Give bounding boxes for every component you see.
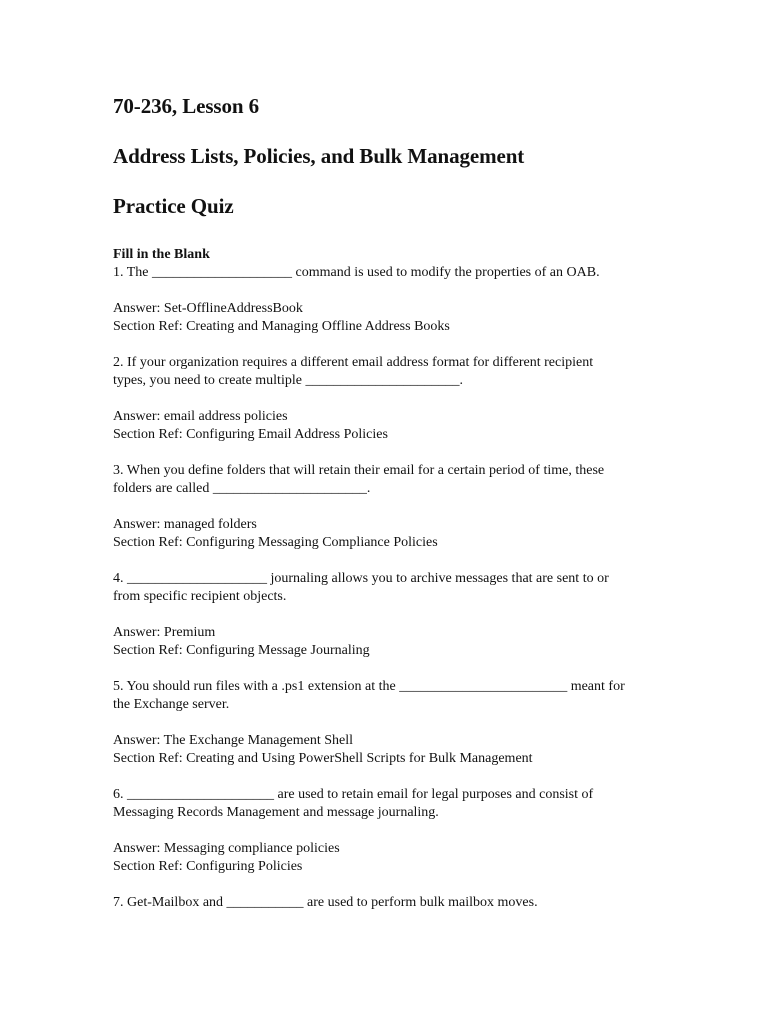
document-page [113,92,658,912]
question-1 [113,264,658,354]
answer-text: Answer: The Exchange Management Shell [113,733,354,748]
question-4 [113,570,658,678]
section-ref: Section Ref: Configuring Messaging Compliance Policies [113,535,438,550]
section-ref: Section Ref: Creating and Using PowerShell Scripts for Bulk Management [113,751,533,766]
question-text: 5. You should run files with a .ps1 extension at the ________________________ meant for [113,679,625,694]
answer-text: Answer: Messaging compliance policies [113,841,340,856]
question-7 [113,894,658,912]
answer-text: Answer: email address policies [113,409,288,424]
question-5 [113,678,658,786]
answer-text: Answer: Premium [113,625,216,640]
section-heading: Fill in the Blank [113,247,210,262]
question-text-cont: Messaging Records Management and message journaling. [113,805,439,820]
question-text-cont: from specific recipient objects. [113,589,287,604]
question-text: 4. ____________________ journaling allows you to archive messages that are sent to or [113,571,609,586]
quiz-title: Practice Quiz [113,194,234,218]
section-ref: Section Ref: Configuring Email Address Policies [113,427,388,442]
section-ref: Section Ref: Configuring Policies [113,859,303,874]
question-6 [113,786,658,894]
question-3 [113,462,658,570]
section-ref: Section Ref: Configuring Message Journaling [113,643,370,658]
section-ref: Section Ref: Creating and Managing Offline Address Books [113,319,450,334]
question-text-cont: the Exchange server. [113,697,230,712]
question-text: 1. The ____________________ command is used to modify the properties of an OAB. [113,265,600,280]
question-text-cont: folders are called ______________________. [113,481,371,496]
question-text-cont: types, you need to create multiple ______________________. [113,373,463,388]
topic-title: Address Lists, Policies, and Bulk Management [113,144,525,168]
question-text: 2. If your organization requires a different email address format for different recipient [113,355,594,370]
question-text: 3. When you define folders that will retain their email for a certain period of time, these [113,463,605,478]
course-title: 70-236, Lesson 6 [113,94,259,118]
answer-text: Answer: Set-OfflineAddressBook [113,301,303,316]
question-2 [113,354,658,462]
question-text: 7. Get-Mailbox and ___________ are used to perform bulk mailbox moves. [113,895,538,910]
answer-text: Answer: managed folders [113,517,257,532]
question-text: 6. _____________________ are used to retain email for legal purposes and consist of [113,787,594,802]
